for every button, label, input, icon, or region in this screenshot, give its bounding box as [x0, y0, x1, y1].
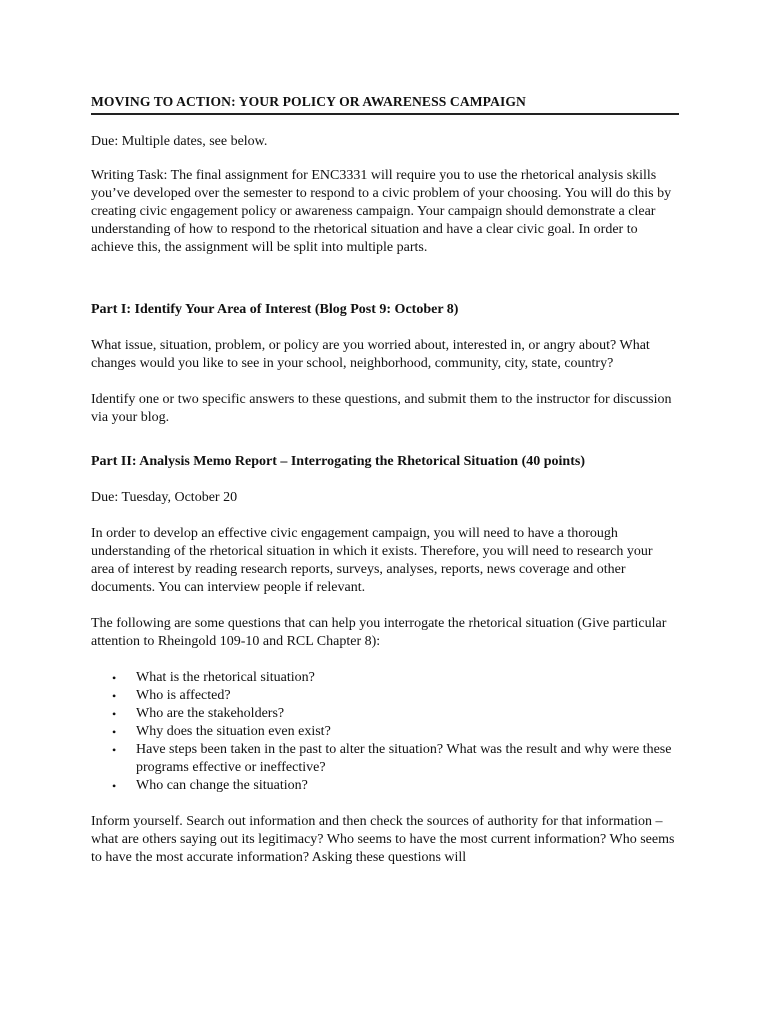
- writing-task-paragraph: Writing Task: The final assignment for ENC3331 will require you to use the rhetorical analysis skills you’ve developed over the semester to respond to a civic problem of your choosing. You will do this by creating civic engagement policy or awareness campaign. Your campaign should demonstrate a clear understanding of how to respond to the rhetorical situation and have a clear civic goal. In order to achieve this, the assignment will be split into multiple parts.: [91, 168, 672, 255]
- inform-yourself-paragraph: Inform yourself. Search out information and then check the sources of authority for that information – what are others saying out its legitimacy? Who seems to have the most current information? Who seems to have the most accurate information? Asking these questions will: [91, 814, 675, 865]
- list-item: [91, 723, 679, 741]
- part1-heading: Part I: Identify Your Area of Interest (Blog Post 9: October 8): [91, 302, 459, 317]
- part2-heading: Part II: Analysis Memo Report – Interrogating the Rhetorical Situation (40 points): [91, 454, 585, 469]
- document-page: [91, 93, 679, 867]
- list-item-text: Have steps been taken in the past to alter the situation? What was the result and why were these programs effective or ineffective?: [136, 742, 672, 775]
- list-item-text: Who can change the situation?: [136, 778, 308, 793]
- list-item: [91, 777, 679, 795]
- list-item: [91, 669, 679, 687]
- list-item-text: What is the rhetorical situation?: [136, 670, 315, 685]
- part2-due-line: Due: Tuesday, October 20: [91, 490, 238, 505]
- due-dates-line: Due: Multiple dates, see below.: [91, 134, 268, 149]
- list-item: [91, 687, 679, 705]
- bullet-icon: •: [112, 689, 117, 703]
- document-title: MOVING TO ACTION: YOUR POLICY OR AWARENESS CAMPAIGN: [91, 93, 679, 115]
- bullet-icon: •: [112, 779, 117, 793]
- list-item: [91, 705, 679, 723]
- bullet-icon: •: [112, 707, 117, 721]
- part1-questions-paragraph: What issue, situation, problem, or policy are you worried about, interested in, or angry about? What changes would you like to see in your school, neighborhood, community, city, state, country?: [91, 338, 650, 371]
- part2-questions-intro: The following are some questions that can help you interrogate the rhetorical situation (Give particular attention to Rheingold 109-10 and RCL Chapter 8):: [91, 616, 667, 649]
- list-item-text: Who are the stakeholders?: [136, 706, 285, 721]
- list-item-text: Who is affected?: [136, 688, 231, 703]
- list-item-text: Why does the situation even exist?: [136, 724, 331, 739]
- bullet-icon: •: [112, 671, 117, 685]
- bullet-icon: •: [112, 725, 117, 739]
- bullet-icon: •: [112, 743, 117, 757]
- rhetorical-questions-list: [91, 669, 679, 795]
- list-item: [91, 741, 679, 777]
- part1-instructions-paragraph: Identify one or two specific answers to these questions, and submit them to the instructor for discussion via your blog.: [91, 392, 672, 425]
- part2-research-paragraph: In order to develop an effective civic engagement campaign, you will need to have a thorough understanding of the rhetorical situation in which it exists. Therefore, you will need to research your area of interest by reading research reports, surveys, analyses, reports, news coverage and other documents. You can interview people if relevant.: [91, 526, 653, 595]
